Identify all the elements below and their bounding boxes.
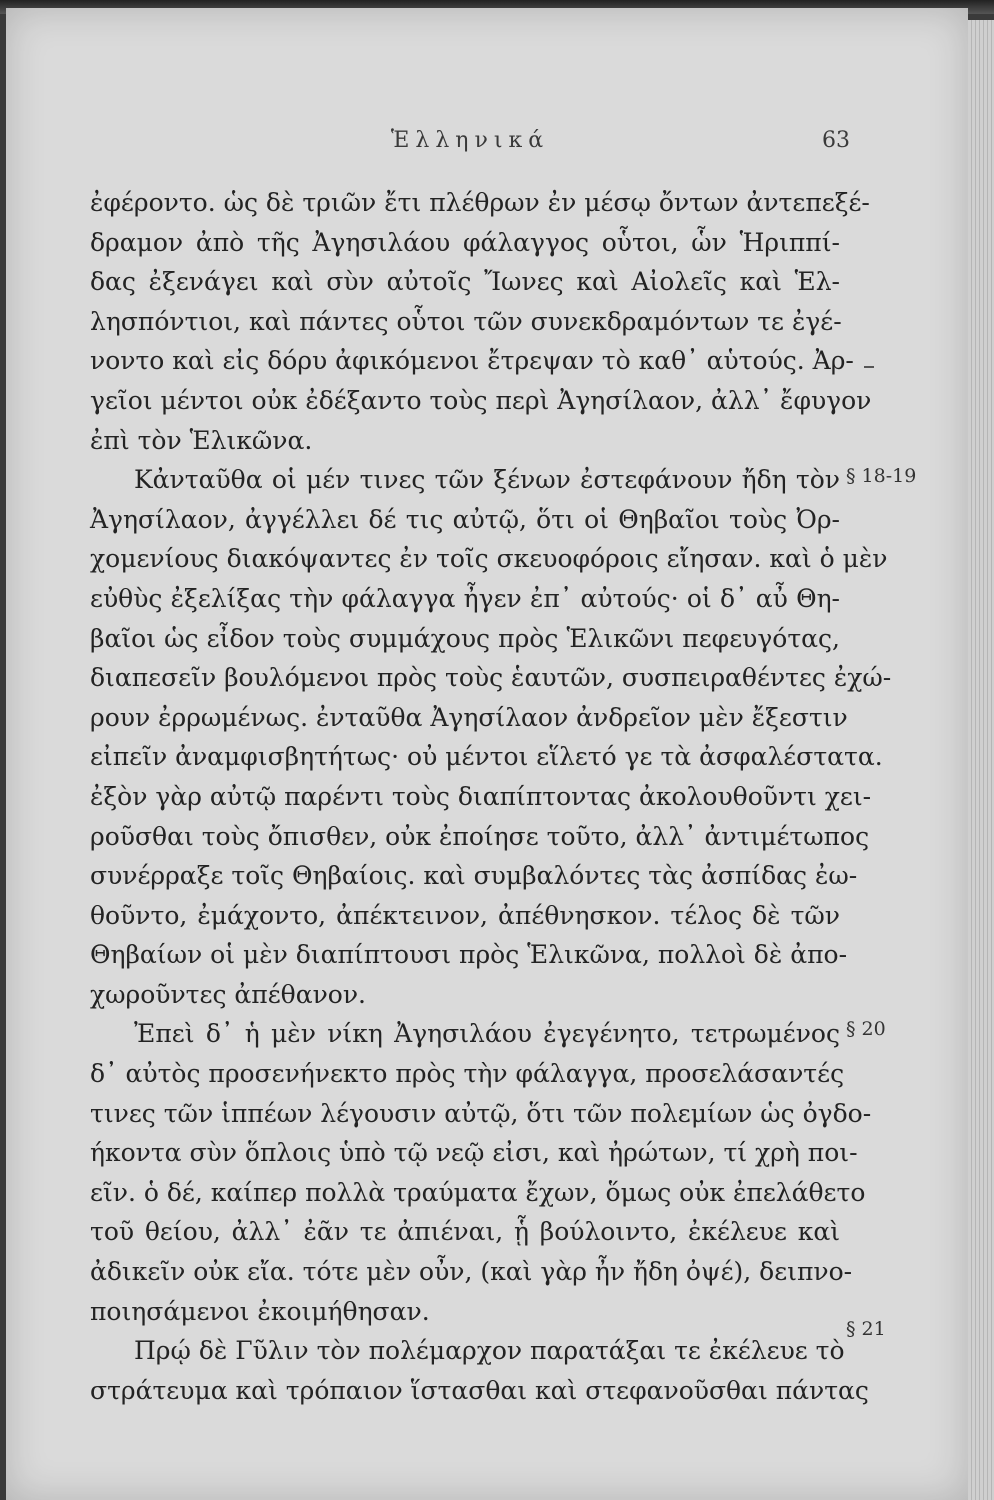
text-line: ἐξὸν γὰρ αὐτῷ παρέντι τοὺς διαπίπτοντας ἀκολουθοῦντι χει- [90,781,872,811]
page-number: 63 [822,128,850,153]
text-line: ρουν ἐρρωμένως. ἐνταῦθα Ἀγησίλαον ἀνδρεῖον μὲν ἔξεστιν [90,702,848,732]
text-line: εῖν. ὁ δέ, καίπερ πολλὰ τραύματα ἔχων, ὅμως οὐκ ἐπελάθετο [90,1177,866,1207]
text-line: γεῖοι μέντοι οὐκ ἐδέξαντο τοὺς περὶ Ἀγησίλαον, ἀλλ᾽ ἔφυγον [90,385,872,415]
text-line: ποιησάμενοι ἐκοιμήθησαν. [90,1296,430,1326]
text-line: στράτευμα καὶ τρόπαιον ἵστασθαι καὶ στεφανοῦσθαι πάντας [90,1375,869,1405]
text-line: θοῦντο, ἐμάχοντο, ἀπέκτεινον, ἀπέθνησκον. τέλος δὲ τῶν [90,900,840,930]
margin-section-note: § 18-19 [846,465,917,487]
text-line: λησπόντιοι, καὶ πάντες οὗτοι τῶν συνεκδραμόντων τε ἐγέ- [90,306,842,336]
text-line: Κἀνταῦθα οἱ μέν τινες τῶν ξένων ἐστεφάνουν ἤδη τὸν [134,465,840,495]
text-line: τινες τῶν ἱππέων λέγουσιν αὐτῷ, ὅτι τῶν πολεμίων ὡς ὀγδο- [90,1098,872,1128]
text-line: εὐθὺς ἐξελίξας τὴν φάλαγγα ἦγεν ἐπ᾽ αὐτούς· οἱ δ᾽ αὖ Θη- [90,583,840,613]
text-line: Ἐπεὶ δ᾽ ἡ μὲν νίκη Ἀγησιλάου ἐγεγένητο, τετρωμένος [134,1019,840,1049]
text-line: Πρῴ δὲ Γῦλιν τὸν πολέμαρχον παρατάξαι τε ἐκέλευε τὸ [134,1336,845,1366]
margin-section-note: § 21 [846,1318,886,1340]
text-line: Θηβαίων οἱ μὲν διαπίπτουσι πρὸς Ἑλικῶνα, πολλοὶ δὲ ἀπο- [90,940,848,970]
page-header [90,128,850,164]
text-line: δας ἐξενάγει καὶ σὺν αὐτοῖς Ἴωνες καὶ Αἰολεῖς καὶ Ἑλ- [90,267,840,297]
text-line: τοῦ θείου, ἀλλ᾽ ἐᾶν τε ἀπιέναι, ᾗ βούλοιντο, ἐκέλευε καὶ [90,1217,840,1247]
text-line: χωροῦντες ἀπέθανον. [90,979,367,1009]
margin-section-note: § 20 [846,1018,886,1040]
running-head: Ἑλληνικά [390,128,550,153]
text-line: βαῖοι ὡς εἶδον τοὺς συμμάχους πρὸς Ἑλικῶνι πεφευγότας, [90,623,840,653]
text-line: ἐπὶ τὸν Ἑλικῶνα. [90,425,313,455]
text-line: Ἀγησίλαον, ἀγγέλλει δέ τις αὐτῷ, ὅτι οἱ Θηβαῖοι τοὺς Ὀρ- [90,504,840,534]
text-line: συνέρραξε τοῖς Θηβαίοις. καὶ συμβαλόντες τὰς ἀσπίδας ἐω- [90,861,858,891]
text-line: εἰπεῖν ἀναμφισβητήτως· οὐ μέντοι εἵλετό γε τὰ ἀσφαλέστατα. [90,742,883,772]
text-line: νοντο καὶ εἰς δόρυ ἀφικόμενοι ἔτρεψαν τὸ καθ᾽ αὑτούς. Ἀρ- [90,346,854,376]
text-line: ήκοντα σὺν ὅπλοις ὑπὸ τῷ νεῷ εἰσι, καὶ ἠρώτων, τί χρὴ ποι- [90,1138,858,1168]
text-line: δραμον ἀπὸ τῆς Ἀγησιλάου φάλαγγος οὗτοι, ὧν Ἡριππί- [90,227,840,257]
text-line: χομενίους διακόψαντες ἐν τοῖς σκευοφόροις εἴησαν. καὶ ὁ μὲν [90,544,888,574]
page-stack-edge [968,20,994,1500]
text-line: ἐφέροντο. ὡς δὲ τριῶν ἔτι πλέθρων ἐν μέσῳ ὄντων ἀντεπεξέ- [90,188,870,217]
text-line: ἀδικεῖν οὐκ εἴα. τότε μὲν οὖν, (καὶ γὰρ ἦν ἤδη ὀψέ), δειπνο- [90,1257,853,1287]
margin-dash-mark [864,366,874,368]
text-line: διαπεσεῖν βουλόμενοι πρὸς τοὺς ἑαυτῶν, συσπειραθέντες ἐχώ- [90,663,892,693]
text-line: ροῦσθαι τοὺς ὄπισθεν, οὐκ ἐποίησε τοῦτο, ἀλλ᾽ ἀντιμέτωπος [90,821,870,851]
text-line: δ᾽ αὐτὸς προσενήνεκτο πρὸς τὴν φάλαγγα, προσελάσαντές [90,1059,845,1089]
